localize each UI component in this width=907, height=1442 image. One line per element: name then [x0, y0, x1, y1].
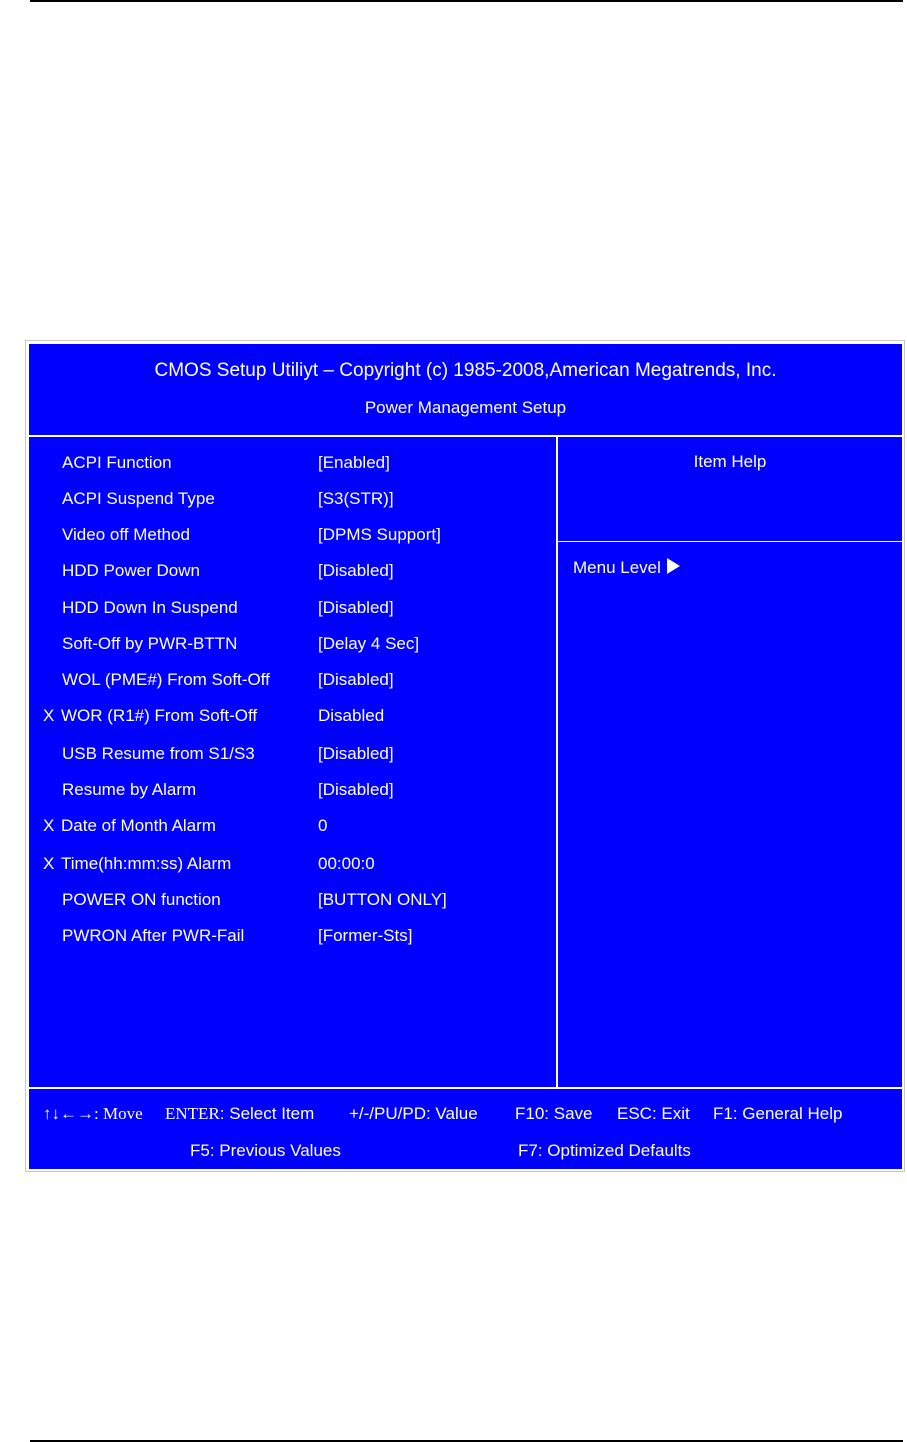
enter-key: ENTER — [165, 1104, 220, 1123]
menu-level — [573, 558, 680, 578]
general-help-hint: F1: General Help — [713, 1104, 843, 1123]
bios-setup-screen — [25, 340, 905, 1172]
setting-label: Resume by Alarm — [62, 780, 197, 799]
setting-value[interactable]: [S3(STR)] — [318, 489, 394, 508]
setting-value[interactable]: [Disabled] — [318, 744, 394, 763]
top-rule — [30, 0, 903, 2]
setting-value[interactable]: [BUTTON ONLY] — [318, 890, 447, 909]
column-divider — [556, 437, 558, 1087]
setting-value[interactable]: [Disabled] — [318, 598, 394, 617]
footer-divider — [29, 1087, 902, 1089]
setting-label: Date of Month Alarm — [61, 816, 216, 835]
setting-label: Soft-Off by PWR-BTTN — [62, 634, 238, 653]
setting-value: Disabled — [318, 706, 385, 725]
triangle-right-icon — [667, 558, 680, 574]
setting-value[interactable]: [Disabled] — [318, 780, 394, 799]
page-subtitle: Power Management Setup — [364, 398, 567, 417]
help-divider — [558, 541, 902, 542]
setting-label: Video off Method — [62, 525, 190, 544]
setting-value[interactable]: [Former-Sts] — [318, 926, 413, 945]
item-help-title: Item Help — [693, 452, 767, 471]
move-hint — [43, 1104, 143, 1124]
optimized-defaults-hint: F7: Optimized Defaults — [518, 1141, 691, 1160]
menu-level-label: Menu Level — [573, 558, 661, 577]
setting-label: PWRON After PWR-Fail — [62, 926, 245, 945]
setting-label: HDD Down In Suspend — [62, 598, 238, 617]
setting-value[interactable]: [Disabled] — [318, 561, 394, 580]
setting-label: WOL (PME#) From Soft-Off — [62, 670, 270, 689]
setting-label: ACPI Function — [62, 453, 172, 472]
setting-value[interactable]: [DPMS Support] — [318, 525, 441, 544]
exit-hint: ESC: Exit — [617, 1104, 690, 1123]
setting-label: WOR (R1#) From Soft-Off — [61, 706, 258, 725]
setting-value[interactable]: [Enabled] — [318, 453, 390, 472]
save-hint: F10: Save — [515, 1104, 593, 1123]
setting-value: 00:00:0 — [318, 854, 375, 873]
bios-title: CMOS Setup Utiliyt – Copyright (c) 1985-2008,American Megatrends, Inc. — [154, 360, 777, 381]
move-label: : Move — [94, 1104, 143, 1123]
setting-label: POWER ON function — [62, 890, 221, 909]
arrow-keys-icon: ↑↓←→ — [43, 1104, 94, 1123]
previous-values-hint: F5: Previous Values — [190, 1141, 341, 1160]
disabled-marker: X — [43, 706, 55, 725]
setting-value: 0 — [318, 816, 328, 835]
value-hint: +/-/PU/PD: Value — [349, 1104, 478, 1123]
setting-value[interactable]: [Delay 4 Sec] — [318, 634, 420, 653]
setting-label: Time(hh:mm:ss) Alarm — [61, 854, 232, 873]
disabled-marker: X — [43, 854, 55, 873]
disabled-marker: X — [43, 816, 55, 835]
select-label: : Select Item — [219, 1104, 315, 1123]
header-divider — [29, 435, 902, 437]
setting-label: USB Resume from S1/S3 — [62, 744, 255, 763]
select-hint — [165, 1104, 314, 1124]
setting-label: HDD Power Down — [62, 561, 200, 580]
setting-value[interactable]: [Disabled] — [318, 670, 394, 689]
setting-label: ACPI Suspend Type — [62, 489, 215, 508]
bios-panel — [29, 344, 902, 1169]
